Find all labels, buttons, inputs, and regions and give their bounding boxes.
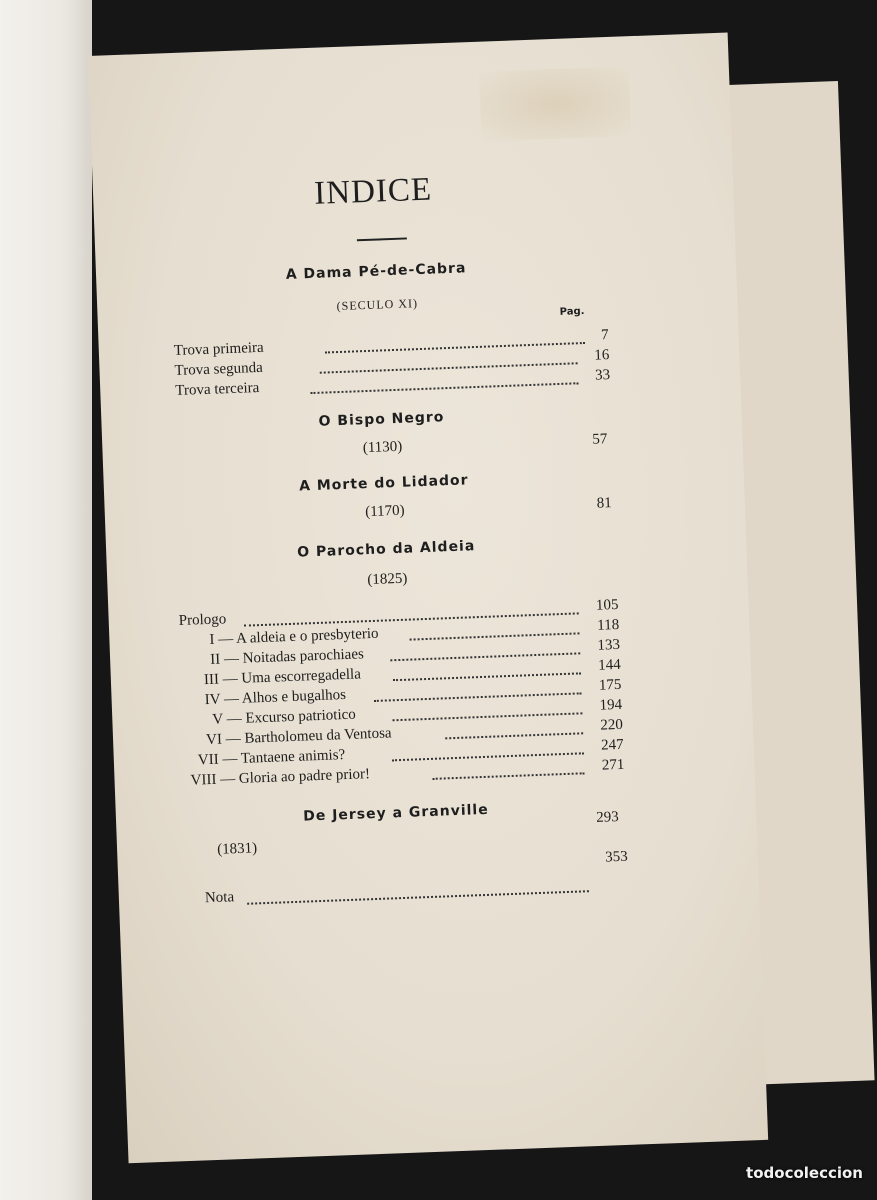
title-rule <box>357 237 407 241</box>
entry-page: 175 <box>598 676 622 694</box>
entry-label: V — Excurso patriotico <box>212 706 357 728</box>
facing-page <box>0 0 92 1200</box>
section-title: A Dama Pé-de-Cabra <box>285 260 467 283</box>
paper-stain <box>479 66 631 141</box>
entry-page: 194 <box>599 696 623 714</box>
entry-label: VIII — Gloria ao padre prior! <box>190 766 371 789</box>
entry-label: Trova terceira <box>175 379 260 400</box>
entry-page: 353 <box>604 848 628 866</box>
entry-label: Nota <box>204 889 235 907</box>
entry-label: VI — Bartholomeu da Ventosa <box>205 725 392 749</box>
entry-page: 118 <box>596 616 620 634</box>
section-page: 57 <box>592 431 608 448</box>
entry-page: 7 <box>600 327 609 344</box>
section-title: O Bispo Negro <box>318 409 445 430</box>
entry-label: IV — Alhos e bugalhos <box>204 686 347 709</box>
entry-label: Prologo <box>178 611 227 630</box>
entry-label: I — A aldeia e o presbyterio <box>209 625 379 648</box>
entry-page: 144 <box>597 656 621 674</box>
entry-label: II — Noitadas parochiaes <box>209 646 365 668</box>
section-title: De Jersey a Granville <box>302 801 489 825</box>
section-title: O Parocho da Aldeia <box>296 538 476 561</box>
watermark-text: todocoleccion <box>746 1164 863 1182</box>
entry-page: 220 <box>600 716 624 734</box>
section-title: A Morte do Lidador <box>298 472 469 495</box>
page-column-header: Pag. <box>559 305 585 318</box>
entry-page: 105 <box>595 596 619 614</box>
entry-page: 271 <box>601 756 625 774</box>
entry-page: 16 <box>594 347 610 364</box>
section-subtitle: (1130) <box>362 438 403 457</box>
entry-page: 247 <box>600 736 624 754</box>
entry-page: 133 <box>597 636 621 654</box>
dot-leader <box>247 876 589 905</box>
entry-label: Trova primeira <box>173 339 264 360</box>
section-subtitle: (1825) <box>367 570 408 589</box>
entry-page: 33 <box>594 367 611 384</box>
section-page: 293 <box>595 809 620 826</box>
entry-label: Trova segunda <box>174 359 264 380</box>
entry-label: III — Uma escorregadella <box>203 666 362 689</box>
page-title: INDICE <box>313 171 433 212</box>
dot-leader <box>432 758 584 780</box>
section-page: 81 <box>596 495 613 512</box>
entry-label: VII — Tantaene animis? <box>197 747 346 769</box>
index-page <box>88 33 768 1164</box>
section-subtitle: (1831) <box>216 840 258 858</box>
section-subtitle: (SECULO XI) <box>336 296 419 314</box>
section-subtitle: (1170) <box>364 502 405 521</box>
